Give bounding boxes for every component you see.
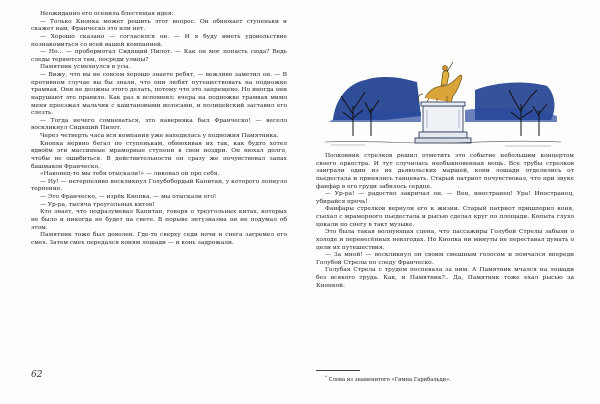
- footnote-divider: [316, 370, 360, 371]
- equestrian-monument-illustration: [325, 50, 561, 148]
- pedestal: [415, 102, 471, 143]
- horse-rider: [418, 62, 462, 102]
- footnote: [316, 374, 574, 384]
- paragraph: — За мной! — воскликнул он своим смешным голосом и помчался впереди Голубой Стрелы по следу Франческо.: [316, 252, 574, 266]
- paragraph: — Вижу, что вы не совсем хорошо знаете ребят, — вежливо заметил он. — В противном случае вы бы знали, что они любят путешествовать на подножке трамвая. Они не должны этого делать, потому что это запрещено. Но иногда они нарушают это правило. Как раз я вспомнил: вчера на подножке трамвая мимо меня проезжал мальчик с каштановыми волосами, и полицейский заставил его слезть.: [31, 72, 287, 117]
- paragraph: Неожиданно его осенила блестящая идея:: [40, 11, 174, 17]
- paragraph: Памятник усмехнулся в усы.: [40, 64, 131, 71]
- paragraph: — Ур-ра! — радостно закричал он. — Вон, иностранец! Ура! Иностранец, убирайся прочь!: [316, 191, 574, 205]
- paragraph: Памятник тоже был доволен. Где-то сверху седи ночи и снега загремел его смех. Затем смех передался коням лошади — и конь задрожали.: [31, 232, 287, 246]
- paragraph: Голубая Стрела с трудом поспевала за ним. А Памятник мчался на лошади без всякого труда. Как, и Памятник?.. Да, Памятник тоже ехал рысью за Кнопкой.: [316, 267, 574, 289]
- left-text-column: [31, 11, 287, 247]
- paragraph: — Только Кнопка может решить этот вопрос. Он обнюхает ступеньки и скажет нам, Франческо это или нет.: [31, 18, 287, 33]
- paragraph: — Это Франческо, — изрёк Кнопка, — мы отыскали его!: [40, 194, 217, 200]
- paragraph: «Наконец-то мы тебя отыскали!» — ликовал он про себя.: [40, 171, 220, 178]
- paragraph: — Но... — пробормотал Сидящий Пилот. — Как он мог попасть сюда? Ведь следы теряются там, посреди улицы?: [31, 49, 287, 63]
- paragraph: — Тогда нечего сомневаться, это наверняка был Франческо! — весело воскликнул Сидящий Пилот.: [31, 117, 287, 132]
- paragraph: Кнопка нервно бегал по ступенькам, обнюхивая их так, как будто хотел вдвоём эти массивные мраморные ступени в свои ноздри. Он нюхал долго, чтобы не ошибиться. В действительности он сразу же почувствовал запах башмаков Франческо.: [31, 140, 287, 170]
- paragraph: Это была такая волнующая сцена, что пассажиры Голубой Стрелы забыли о холоде и перенесённых невзгодах. Но Кнопка ни минуты не переставал думать о цели их путешествия.: [316, 229, 574, 251]
- paragraph: Фанфары стрелков вернули его к жизни. Старый патриот пришпорил коня, съехал с мраморного пьедестала и рысью сделал круг по площади. Копыта глухо цокали по снегу в такт музыке.: [316, 206, 574, 228]
- footnote-mark: *: [325, 374, 327, 380]
- right-text-column: [316, 153, 574, 290]
- footnote-text: Слова из знаменитого «Гимна Гарибальди».: [328, 377, 451, 383]
- paragraph: Кто знает, что подразумевал Капитан, говоря о треугольных китах, которых не было и никогда не будет на свете. В порыве энтузиазма он не подумал об этом.: [31, 209, 287, 231]
- paragraph: — Ну! — нетерпеливо воскликнул Голубобордый Капитан, у которого лопнуло терпение.: [31, 178, 287, 193]
- paragraph: Через четверть часа вся компания уже находилась у подножия Памятника.: [40, 133, 279, 139]
- page-number: 62: [31, 370, 43, 380]
- paragraph: Полковник стрелков решил отметить это событие небольшим концертом своего оркестра. И тут случилась необыкновенная вещь. Все трубы стрелков заиграли один из их дьявольских маршей, кони лошади отделились от пьедестала и принялись танцевать. Старый патриот почувствовал, что при звуке фанфар в его груди забилось сердце.: [316, 153, 574, 190]
- paragraph: — Хорошо сказано — согласился он. — И я буду иметь удовольствие познакомиться со всей вашей компанией.: [31, 33, 287, 48]
- paragraph: — Ур-ра, тысяча треугольных китов!: [40, 201, 155, 208]
